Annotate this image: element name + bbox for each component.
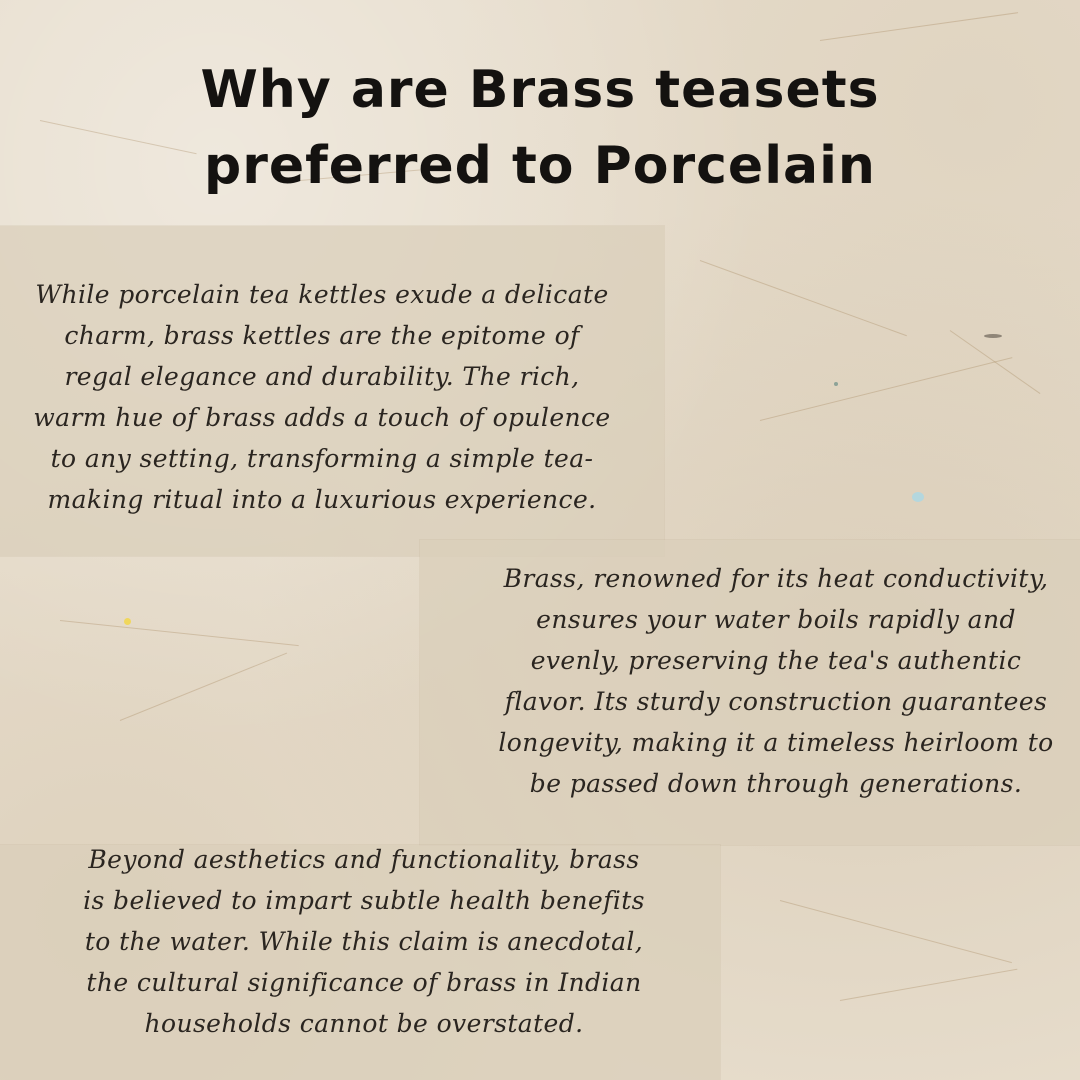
paragraph-health-benefits <box>44 839 684 1044</box>
paper-speck <box>912 492 924 502</box>
paragraph-heat-conductivity <box>476 558 1076 804</box>
page-title <box>0 52 1080 204</box>
paragraph-line: to any setting, transforming a simple tea- <box>50 444 594 473</box>
paragraph-line: While porcelain tea kettles exude a delicate <box>35 280 609 309</box>
paragraph-line: making ritual into a luxurious experience. <box>47 485 597 514</box>
paragraph-line: Brass, renowned for its heat conductivity, <box>503 564 1049 593</box>
paper-fiber <box>780 900 1012 963</box>
paragraph-line: ensures your water boils rapidly and <box>536 605 1016 634</box>
title-line: preferred to Porcelain <box>204 136 876 196</box>
paper-fiber <box>840 969 1017 1001</box>
paragraph-line: evenly, preserving the tea's authentic <box>530 646 1022 675</box>
paragraph-porcelain-vs-brass <box>22 274 622 520</box>
title-line: Why are Brass teasets <box>200 60 880 120</box>
paper-fiber <box>700 260 907 336</box>
paragraph-line: warm hue of brass adds a touch of opulence <box>33 403 611 432</box>
paragraph-line: to the water. While this claim is anecdotal, <box>84 927 644 956</box>
paper-speck <box>124 618 131 625</box>
paragraph-line: is believed to impart subtle health benefits <box>83 886 645 915</box>
paper-fiber <box>60 620 299 646</box>
paragraph-line: flavor. Its sturdy construction guarantees <box>504 687 1048 716</box>
paragraph-line: charm, brass kettles are the epitome of <box>64 321 580 350</box>
paragraph-line: regal elegance and durability. The rich, <box>64 362 580 391</box>
paragraph-line: Beyond aesthetics and functionality, brass <box>88 845 640 874</box>
paper-fiber <box>950 330 1041 394</box>
paragraph-line: longevity, making it a timeless heirloom to <box>498 728 1054 757</box>
paragraph-line: the cultural significance of brass in Indian <box>86 968 642 997</box>
paper-fiber <box>120 653 287 721</box>
paper-fiber <box>820 12 1018 41</box>
paper-speck <box>984 334 1002 338</box>
paragraph-line: be passed down through generations. <box>529 769 1023 798</box>
paper-fiber <box>760 357 1013 421</box>
paper-speck <box>834 382 838 386</box>
paragraph-line: households cannot be overstated. <box>144 1009 584 1038</box>
